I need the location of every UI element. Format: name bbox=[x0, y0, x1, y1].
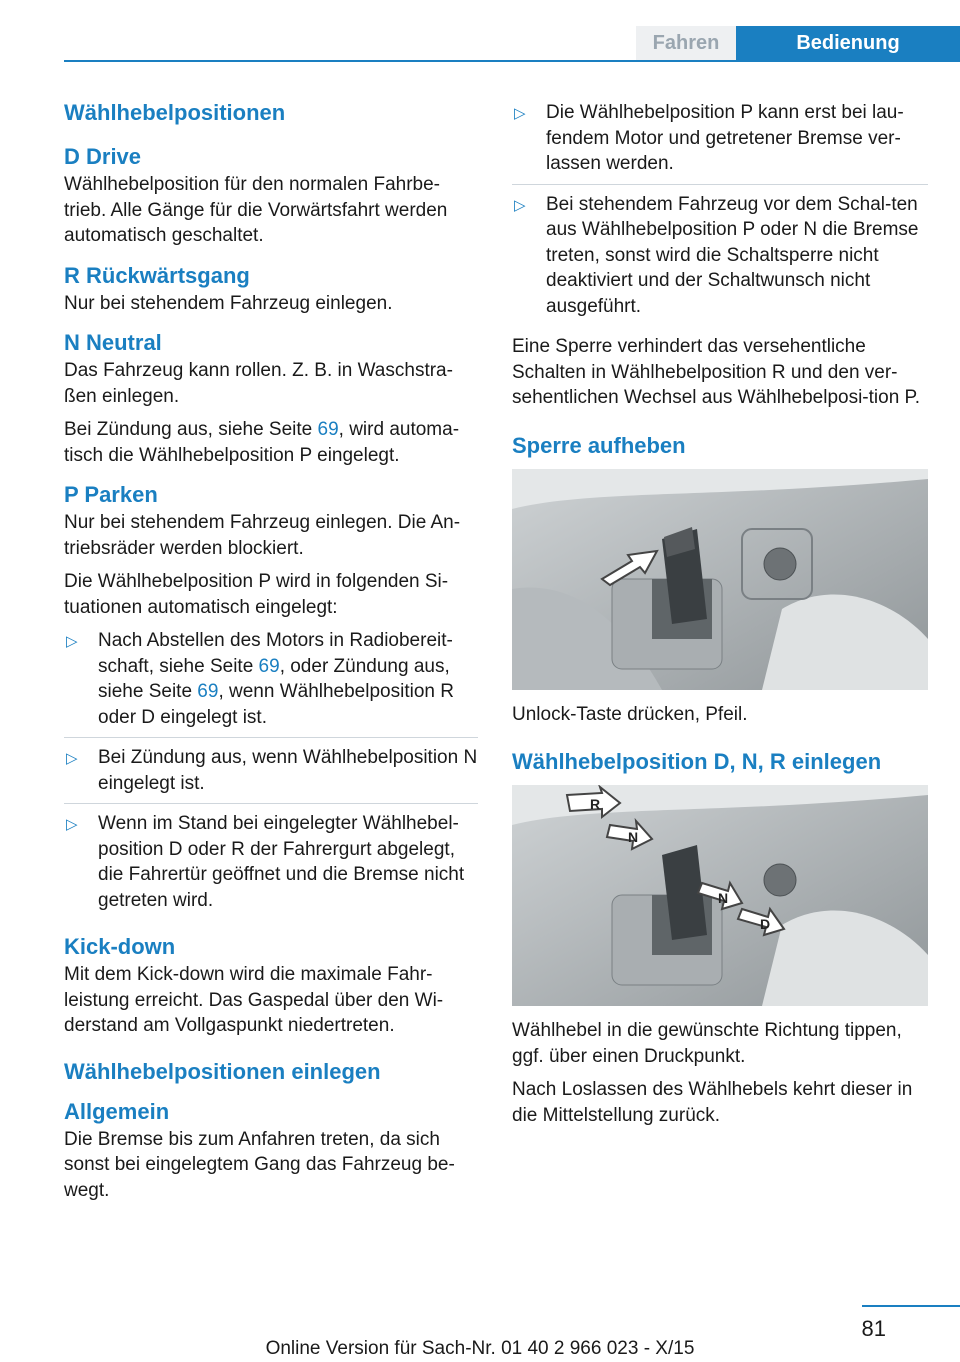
triangle-bullet-icon: ▷ bbox=[66, 633, 78, 650]
arrow-label-n-down: N bbox=[718, 890, 729, 906]
list-item bbox=[64, 745, 478, 804]
paragraph-p-parken: Nur bei stehendem Fahrzeug einlegen. Die An‐triebsräder werden blockiert. bbox=[64, 512, 461, 559]
page-link-69[interactable]: 69 bbox=[197, 681, 219, 702]
paragraph-mittelstellung: Nach Loslassen des Wählhebels kehrt dieser in die Mittelstellung zurück. bbox=[512, 1079, 913, 1126]
heading-allgemein: Allgemein bbox=[64, 1098, 170, 1124]
heading-n-neutral: N Neutral bbox=[64, 330, 162, 355]
footer-version: Online Version für Sach-Nr. 01 40 2 966 023 - X/15 bbox=[265, 1338, 695, 1359]
heading-sperre-aufheben: Sperre aufheben bbox=[512, 432, 686, 458]
list-item bbox=[64, 811, 478, 920]
right-bullet-list bbox=[512, 100, 928, 326]
paragraph-p-situationen: Die Wählhebelposition P wird in folgenden Si‐tuationen automatisch eingelegt: bbox=[64, 571, 449, 618]
list-item-text: Bei stehendem Fahrzeug vor dem Schal‐ten aus Wählhebelposition P oder N die Bremse treten, sonst wird die Schaltsperre nicht deaktiviert und der Schaltwunsch nicht ausgeführt. bbox=[546, 193, 919, 317]
heading-p-parken: P Parken bbox=[64, 482, 158, 507]
page-number-rule bbox=[862, 1305, 960, 1307]
list-item-text: Bei Zündung aus, wenn Wählhebelposition N eingelegt ist. bbox=[98, 747, 478, 794]
page-link-69[interactable]: 69 bbox=[317, 419, 339, 440]
arrow-label-r: R bbox=[590, 796, 601, 812]
arrow-label-d: D bbox=[760, 916, 771, 932]
right-column bbox=[512, 100, 928, 1136]
heading-d-drive: D Drive bbox=[64, 144, 142, 169]
paragraph-r-rueckwaerts: Nur bei stehendem Fahrzeug einlegen. bbox=[64, 292, 393, 314]
text-fragment: , wird automa‐tisch die Wählhebelposition P eingelegt. bbox=[64, 419, 460, 466]
triangle-bullet-icon: ▷ bbox=[66, 750, 78, 767]
list-item bbox=[512, 192, 928, 327]
list-item-text: Die Wählhebelposition P kann erst bei lau‐fendem Motor und getretener Bremse ver‐lassen werden. bbox=[546, 102, 904, 174]
text-fragment: , oder Zündung aus, siehe Seite bbox=[98, 655, 450, 702]
text-fragment: , wenn Wählhebelposition R oder D eingelegt ist. bbox=[98, 681, 454, 728]
section-title-einlegen: Wählhebelpositionen einlegen bbox=[64, 1058, 381, 1084]
left-column bbox=[64, 100, 478, 1211]
list-item-text: Wenn im Stand bei eingelegter Wählhebel‐position D oder R der Fahrergurt abgelegt, die Fahrertür geöffnet und die Bremse nicht getreten wird. bbox=[98, 813, 465, 911]
section-title-waehlhebelpositionen: Wählhebelpositionen bbox=[64, 100, 286, 125]
figure-selector-positions bbox=[512, 785, 928, 1006]
header-tab-fahren[interactable]: Fahren bbox=[636, 26, 736, 60]
paragraph-sperre-info: Eine Sperre verhindert das versehentliche Schalten in Wählhebelposition R und den ver‐sehentlichen Wechsel aus Wählhebelposi‐tion P. bbox=[512, 336, 921, 408]
paragraph-kick-down: Mit dem Kick-down wird die maximale Fahr‐leistung erreicht. Das Gaspedal über den Wi‐derstand am Vollgaspunkt niedertreten. bbox=[64, 964, 444, 1036]
paragraph-n-zuendung bbox=[64, 417, 478, 468]
triangle-bullet-icon: ▷ bbox=[66, 816, 78, 833]
arrow-label-n-up: N bbox=[628, 829, 639, 845]
triangle-bullet-icon: ▷ bbox=[514, 196, 526, 214]
paragraph-d-drive: Wählhebelposition für den normalen Fahrbe‐trieb. Alle Gänge für die Vorwärtsfahrt werden automatisch geschaltet. bbox=[64, 174, 448, 246]
park-bullet-list bbox=[64, 628, 478, 920]
header-rule bbox=[64, 60, 960, 62]
heading-kick-down: Kick-down bbox=[64, 934, 176, 959]
page-number: 81 bbox=[861, 1316, 886, 1341]
list-item bbox=[64, 628, 478, 738]
paragraph-n-neutral: Das Fahrzeug kann rollen. Z. B. in Waschstra‐ßen einlegen. bbox=[64, 360, 453, 407]
paragraph-allgemein: Die Bremse bis zum Anfahren treten, da sich sonst bei eingelegtem Gang das Fahrzeug be‐wegt. bbox=[64, 1128, 455, 1201]
list-item bbox=[512, 100, 928, 185]
caption-dnr: Wählhebel in die gewünschte Richtung tippen, ggf. über einen Druckpunkt. bbox=[512, 1020, 902, 1067]
heading-r-rueckwaerts: R Rückwärtsgang bbox=[64, 262, 250, 288]
heading-dnr-einlegen: Wählhebelposition D, N, R einlegen bbox=[512, 749, 882, 774]
text-fragment: Nach Abstellen des Motors in Radiobereit‐schaft, siehe Seite bbox=[98, 630, 453, 677]
page-link-69[interactable]: 69 bbox=[258, 655, 280, 677]
caption-unlock: Unlock-Taste drücken, Pfeil. bbox=[512, 703, 748, 725]
header-tab-bedienung[interactable]: Bedienung bbox=[736, 26, 960, 60]
text-fragment: Bei Zündung aus, siehe Seite bbox=[64, 419, 318, 440]
figure-unlock-button bbox=[512, 469, 928, 690]
triangle-bullet-icon: ▷ bbox=[514, 105, 526, 122]
